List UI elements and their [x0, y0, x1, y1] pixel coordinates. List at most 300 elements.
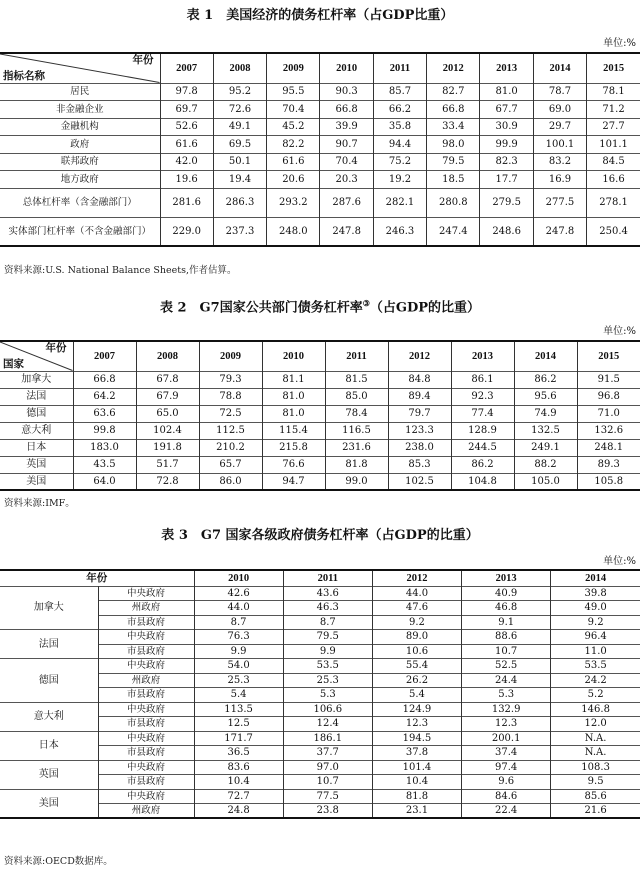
table1-cell: 82.3	[480, 153, 533, 171]
table1-year-header: 2015	[587, 53, 640, 83]
table2-year-header: 2010	[262, 341, 325, 371]
table3-header-row	[0, 570, 640, 586]
table3-country: 日本	[0, 731, 98, 760]
table1-year-header: 2009	[267, 53, 320, 83]
table3-cell: 194.5	[372, 731, 461, 746]
table1-cell: 82.2	[267, 136, 320, 154]
table2-country: 意大利	[0, 422, 73, 439]
table1-cell: 75.2	[373, 153, 426, 171]
table3-cell: 9.2	[372, 615, 461, 630]
table3-cell: 5.2	[551, 688, 640, 703]
table2-cell: 112.5	[199, 422, 262, 439]
table3-cell: 24.4	[462, 673, 551, 688]
table3-cell: 84.6	[462, 789, 551, 804]
table1-cell: 69.0	[533, 101, 586, 119]
table1-cell: 78.1	[587, 83, 640, 101]
table3-cell: 9.9	[194, 644, 283, 659]
table1-cell: 66.2	[373, 101, 426, 119]
table1-header-row	[0, 53, 640, 83]
table3-cell: 9.5	[551, 775, 640, 790]
table2-cell: 81.5	[325, 371, 388, 388]
table1-cell: 70.4	[320, 153, 373, 171]
table3-country: 意大利	[0, 702, 98, 731]
table3-cell: 79.5	[283, 630, 372, 645]
table3-country: 美国	[0, 789, 98, 818]
table1-row-name: 居民	[0, 83, 160, 101]
table1-cell: 90.3	[320, 83, 373, 101]
table3-country: 德国	[0, 659, 98, 703]
table2-cell: 71.0	[577, 405, 640, 422]
table1-cell: 20.6	[267, 171, 320, 189]
table1-year-header: 2013	[480, 53, 533, 83]
table2-cell: 65.7	[199, 456, 262, 473]
table1-cell: 27.7	[587, 118, 640, 136]
table2-country: 英国	[0, 456, 73, 473]
table2-cell: 63.6	[73, 405, 136, 422]
table3-cell: 52.5	[462, 659, 551, 674]
table3-cell: 55.4	[372, 659, 461, 674]
table1-cell: 84.5	[587, 153, 640, 171]
table2-cell: 94.7	[262, 473, 325, 490]
table2-cell: 51.7	[136, 456, 199, 473]
table1-cell: 247.4	[427, 217, 480, 246]
table2-cell: 99.0	[325, 473, 388, 490]
table3-cell: 10.7	[283, 775, 372, 790]
table1-cell: 94.4	[373, 136, 426, 154]
table1-cell: 49.1	[213, 118, 266, 136]
table2-country: 美国	[0, 473, 73, 490]
table2-cell: 96.8	[577, 388, 640, 405]
table3-cell: 72.7	[194, 789, 283, 804]
table1-year-header: 2007	[160, 53, 213, 83]
table3-cell: 88.6	[462, 630, 551, 645]
table3	[0, 569, 640, 819]
table1-cell: 67.7	[480, 101, 533, 119]
table3-year-header: 2010	[194, 570, 283, 586]
table3-cell: 8.7	[194, 615, 283, 630]
table1-cell: 229.0	[160, 217, 213, 246]
table2-cell: 88.2	[514, 456, 577, 473]
table1-cell: 66.8	[320, 101, 373, 119]
table3-gov-level: 市县政府	[98, 717, 194, 732]
table1-cell: 70.4	[267, 101, 320, 119]
table3-cell: 26.2	[372, 673, 461, 688]
table3-cell: 25.3	[283, 673, 372, 688]
table2-cell: 86.2	[451, 456, 514, 473]
table1-cell: 45.2	[267, 118, 320, 136]
table3-gov-level: 中央政府	[98, 731, 194, 746]
table1-year-header: 2011	[373, 53, 426, 83]
table3-cell: 146.8	[551, 702, 640, 717]
table3-cell: 12.3	[372, 717, 461, 732]
table1-cell: 95.2	[213, 83, 266, 101]
table3-cell: 132.9	[462, 702, 551, 717]
table3-row	[0, 760, 640, 775]
table2-cell: 102.5	[388, 473, 451, 490]
table3-gov-level: 中央政府	[98, 659, 194, 674]
table3-cell: 124.9	[372, 702, 461, 717]
table3-cell: 53.5	[283, 659, 372, 674]
table1-cell: 247.8	[533, 217, 586, 246]
table2-cell: 91.5	[577, 371, 640, 388]
table2-cell: 65.0	[136, 405, 199, 422]
table1-row-name: 实体部门杠杆率（不含金融部门）	[0, 217, 160, 246]
table2-year-header: 2011	[325, 341, 388, 371]
table3-cell: 21.6	[551, 804, 640, 819]
table2-cell: 215.8	[262, 439, 325, 456]
table3-cell: 186.1	[283, 731, 372, 746]
table1-row-name: 非金融企业	[0, 101, 160, 119]
table1-row	[0, 153, 640, 171]
table1-cell: 250.4	[587, 217, 640, 246]
table2-corner-header	[0, 341, 73, 371]
table3-cell: 53.5	[551, 659, 640, 674]
table1-row-name: 金融机构	[0, 118, 160, 136]
table2-cell: 64.0	[73, 473, 136, 490]
table1-cell: 72.6	[213, 101, 266, 119]
table3-gov-level: 市县政府	[98, 775, 194, 790]
table3-cell: 40.9	[462, 586, 551, 601]
table3-gov-level: 市县政府	[98, 688, 194, 703]
table2-cell: 86.0	[199, 473, 262, 490]
table3-cell: 24.2	[551, 673, 640, 688]
table3-cell: 25.3	[194, 673, 283, 688]
table1-cell: 71.2	[587, 101, 640, 119]
table1-title: 表 1 美国经济的债务杠杆率（占GDP比重）	[186, 8, 454, 23]
table3-cell: 46.3	[283, 601, 372, 616]
table2	[0, 340, 640, 491]
table2-row	[0, 405, 640, 422]
table1-cell: 79.5	[427, 153, 480, 171]
table2-cell: 244.5	[451, 439, 514, 456]
table2-year-label: 年份	[45, 343, 67, 354]
table1-year-label: 年份	[132, 55, 154, 66]
table2-row	[0, 422, 640, 439]
table1-cell: 20.3	[320, 171, 373, 189]
table1-cell: 90.7	[320, 136, 373, 154]
table3-cell: 5.4	[194, 688, 283, 703]
table2-source: 资料来源:IMF。	[4, 498, 75, 509]
table1-cell: 95.5	[267, 83, 320, 101]
table2-row	[0, 388, 640, 405]
table3-cell: 96.4	[551, 630, 640, 645]
table3-cell: 89.0	[372, 630, 461, 645]
table3-cell: 24.8	[194, 804, 283, 819]
table2-year-header: 2014	[514, 341, 577, 371]
table2-unit: 单位:%	[603, 326, 636, 337]
table3-cell: 97.0	[283, 760, 372, 775]
table3-cell: 9.9	[283, 644, 372, 659]
table1-cell: 248.6	[480, 217, 533, 246]
table2-cell: 116.5	[325, 422, 388, 439]
table1-cell: 18.5	[427, 171, 480, 189]
table2-cell: 99.8	[73, 422, 136, 439]
table2-cell: 78.8	[199, 388, 262, 405]
table3-year-header: 2014	[551, 570, 640, 586]
table1-cell: 78.7	[533, 83, 586, 101]
table2-cell: 105.0	[514, 473, 577, 490]
table3-year-header: 2012	[372, 570, 461, 586]
table1-cell: 35.8	[373, 118, 426, 136]
table3-row	[0, 659, 640, 674]
table3-cell: 5.4	[372, 688, 461, 703]
table2-year-header: 2013	[451, 341, 514, 371]
table1-cell: 97.8	[160, 83, 213, 101]
table1-unit: 单位:%	[603, 38, 636, 49]
table2-year-header: 2009	[199, 341, 262, 371]
table3-gov-level: 市县政府	[98, 615, 194, 630]
table3-cell: 43.6	[283, 586, 372, 601]
table1-cell: 19.6	[160, 171, 213, 189]
table2-cell: 43.5	[73, 456, 136, 473]
table2-cell: 249.1	[514, 439, 577, 456]
table2-cell: 115.4	[262, 422, 325, 439]
table1-cell: 69.7	[160, 101, 213, 119]
table3-cell: 10.7	[462, 644, 551, 659]
table3-cell: 9.1	[462, 615, 551, 630]
table1-row	[0, 83, 640, 101]
table3-cell: 44.0	[194, 601, 283, 616]
table1-cell: 50.1	[213, 153, 266, 171]
table2-title	[0, 295, 640, 316]
table2-cell: 248.1	[577, 439, 640, 456]
table3-cell: 5.3	[283, 688, 372, 703]
table1-row	[0, 118, 640, 136]
table1-cell: 29.7	[533, 118, 586, 136]
table3-gov-level: 中央政府	[98, 789, 194, 804]
table1-cell: 237.3	[213, 217, 266, 246]
table3-cell: 44.0	[372, 586, 461, 601]
table1-cell: 100.1	[533, 136, 586, 154]
table3-row	[0, 586, 640, 601]
table2-cell: 123.3	[388, 422, 451, 439]
table2-cell: 104.8	[451, 473, 514, 490]
table1-row-name: 总体杠杆率（含金融部门）	[0, 188, 160, 217]
table1-cell: 85.7	[373, 83, 426, 101]
table2-title-tail: （占GDP的比重）	[369, 300, 481, 316]
table3-cell: 9.6	[462, 775, 551, 790]
table1-row-name: 联邦政府	[0, 153, 160, 171]
table1-cell: 82.7	[427, 83, 480, 101]
table1-cell: 66.8	[427, 101, 480, 119]
table3-cell: 9.2	[551, 615, 640, 630]
table2-cell: 64.2	[73, 388, 136, 405]
table2-cell: 67.8	[136, 371, 199, 388]
table3-year-header: 2011	[283, 570, 372, 586]
table3-cell: 97.4	[462, 760, 551, 775]
table3-cell: 49.0	[551, 601, 640, 616]
table3-row	[0, 630, 640, 645]
table3-cell: 171.7	[194, 731, 283, 746]
table1-cell: 287.6	[320, 188, 373, 217]
table2-cell: 128.9	[451, 422, 514, 439]
table3-cell: 200.1	[462, 731, 551, 746]
table3-cell: 37.4	[462, 746, 551, 761]
table2-cell: 89.3	[577, 456, 640, 473]
table3-cell: 12.0	[551, 717, 640, 732]
table3-cell: 10.6	[372, 644, 461, 659]
table1-year-header: 2008	[213, 53, 266, 83]
table3-country: 法国	[0, 630, 98, 659]
table2-country: 德国	[0, 405, 73, 422]
table1-cell: 69.5	[213, 136, 266, 154]
table2-cell: 67.9	[136, 388, 199, 405]
table1-cell: 279.5	[480, 188, 533, 217]
table3-cell: 108.3	[551, 760, 640, 775]
table1-cell: 42.0	[160, 153, 213, 171]
table2-cell: 86.1	[451, 371, 514, 388]
table2-year-header: 2015	[577, 341, 640, 371]
table1-cell: 61.6	[267, 153, 320, 171]
table1-cell: 247.8	[320, 217, 373, 246]
table3-cell: 23.8	[283, 804, 372, 819]
table1-cell: 277.5	[533, 188, 586, 217]
table2-cell: 231.6	[325, 439, 388, 456]
table1-cell: 16.9	[533, 171, 586, 189]
table3-gov-level: 市县政府	[98, 644, 194, 659]
table3-cell: 83.6	[194, 760, 283, 775]
table1-cell: 248.0	[267, 217, 320, 246]
table2-cell: 183.0	[73, 439, 136, 456]
table1-source: 资料来源:U.S. National Balance Sheets,作者估算。	[4, 265, 237, 276]
table2-cell: 74.9	[514, 405, 577, 422]
table2-header-row	[0, 341, 640, 371]
table3-title: 表 3 G7 国家各级政府债务杠杆率（占GDP的比重）	[161, 528, 479, 543]
table2-cell: 81.0	[262, 405, 325, 422]
table3-cell: 5.3	[462, 688, 551, 703]
table3-cell: 12.3	[462, 717, 551, 732]
table3-cell: 46.8	[462, 601, 551, 616]
table2-cell: 79.3	[199, 371, 262, 388]
table1-cell: 17.7	[480, 171, 533, 189]
table2-country: 法国	[0, 388, 73, 405]
table3-cell: 22.4	[462, 804, 551, 819]
table1-cell: 246.3	[373, 217, 426, 246]
table1-year-header: 2014	[533, 53, 586, 83]
table3-cell: 101.4	[372, 760, 461, 775]
table3-cell: 113.5	[194, 702, 283, 717]
table2-cell: 86.2	[514, 371, 577, 388]
table2-cell: 132.6	[577, 422, 640, 439]
table2-country-label: 国家	[3, 358, 24, 370]
table2-cell: 81.1	[262, 371, 325, 388]
table3-country: 加拿大	[0, 586, 98, 630]
table2-row	[0, 371, 640, 388]
table3-cell: 36.5	[194, 746, 283, 761]
table2-cell: 85.3	[388, 456, 451, 473]
table1-cell: 39.9	[320, 118, 373, 136]
table1-cell: 293.2	[267, 188, 320, 217]
table1-name-label: 指标名称	[3, 70, 45, 82]
table3-country: 英国	[0, 760, 98, 789]
table1-cell: 33.4	[427, 118, 480, 136]
table1-cell: 280.8	[427, 188, 480, 217]
table2-row	[0, 456, 640, 473]
table2-cell: 81.0	[262, 388, 325, 405]
table2-row	[0, 439, 640, 456]
table3-cell: 11.0	[551, 644, 640, 659]
table2-row	[0, 473, 640, 490]
table3-row	[0, 789, 640, 804]
table1-cell: 81.0	[480, 83, 533, 101]
table1-cell: 19.4	[213, 171, 266, 189]
table1-cell: 98.0	[427, 136, 480, 154]
table3-cell: 47.6	[372, 601, 461, 616]
table2-cell: 78.4	[325, 405, 388, 422]
table1-row	[0, 217, 640, 246]
table3-gov-level: 市县政府	[98, 746, 194, 761]
table3-year-header: 2013	[462, 570, 551, 586]
table3-gov-level: 州政府	[98, 673, 194, 688]
table1-row	[0, 136, 640, 154]
table3-gov-level: 中央政府	[98, 702, 194, 717]
table2-cell: 95.6	[514, 388, 577, 405]
table2-cell: 238.0	[388, 439, 451, 456]
table1-cell: 282.1	[373, 188, 426, 217]
table1-cell: 19.2	[373, 171, 426, 189]
table3-cell: 37.7	[283, 746, 372, 761]
table1-cell: 52.6	[160, 118, 213, 136]
table1-cell: 16.6	[587, 171, 640, 189]
table1-cell: 30.9	[480, 118, 533, 136]
table1-year-header: 2012	[427, 53, 480, 83]
table2-year-header: 2007	[73, 341, 136, 371]
table2-cell: 79.7	[388, 405, 451, 422]
table2-cell: 84.8	[388, 371, 451, 388]
table3-cell: 12.5	[194, 717, 283, 732]
table2-cell: 76.6	[262, 456, 325, 473]
table3-cell: 42.6	[194, 586, 283, 601]
table3-cell: 8.7	[283, 615, 372, 630]
table1-row	[0, 188, 640, 217]
table2-cell: 72.5	[199, 405, 262, 422]
table3-gov-level: 州政府	[98, 804, 194, 819]
table1-row-name: 地方政府	[0, 171, 160, 189]
table3-gov-level: 中央政府	[98, 630, 194, 645]
table1-row	[0, 171, 640, 189]
table3-cell: 54.0	[194, 659, 283, 674]
table3-cell: 39.8	[551, 586, 640, 601]
table2-title-footnote: ③	[362, 298, 370, 308]
table1-row	[0, 101, 640, 119]
table3-cell: 77.5	[283, 789, 372, 804]
table2-year-header: 2008	[136, 341, 199, 371]
table2-cell: 89.4	[388, 388, 451, 405]
table1-row-name: 政府	[0, 136, 160, 154]
table2-cell: 77.4	[451, 405, 514, 422]
table2-country: 日本	[0, 439, 73, 456]
table3-cell: 12.4	[283, 717, 372, 732]
table3-cell: 10.4	[372, 775, 461, 790]
table3-year-label: 年份	[0, 570, 194, 586]
table2-cell: 66.8	[73, 371, 136, 388]
table1-cell: 83.2	[533, 153, 586, 171]
table2-cell: 210.2	[199, 439, 262, 456]
table3-cell: 37.8	[372, 746, 461, 761]
table3-cell: 85.6	[551, 789, 640, 804]
table1-cell: 101.1	[587, 136, 640, 154]
table3-cell: 10.4	[194, 775, 283, 790]
table3-row	[0, 702, 640, 717]
table2-cell: 132.5	[514, 422, 577, 439]
table1-year-header: 2010	[320, 53, 373, 83]
table3-cell: 76.3	[194, 630, 283, 645]
table3-row	[0, 731, 640, 746]
table1-cell: 278.1	[587, 188, 640, 217]
table3-cell: N.A.	[551, 731, 640, 746]
table3-cell: 106.6	[283, 702, 372, 717]
table3-unit: 单位:%	[603, 556, 636, 567]
